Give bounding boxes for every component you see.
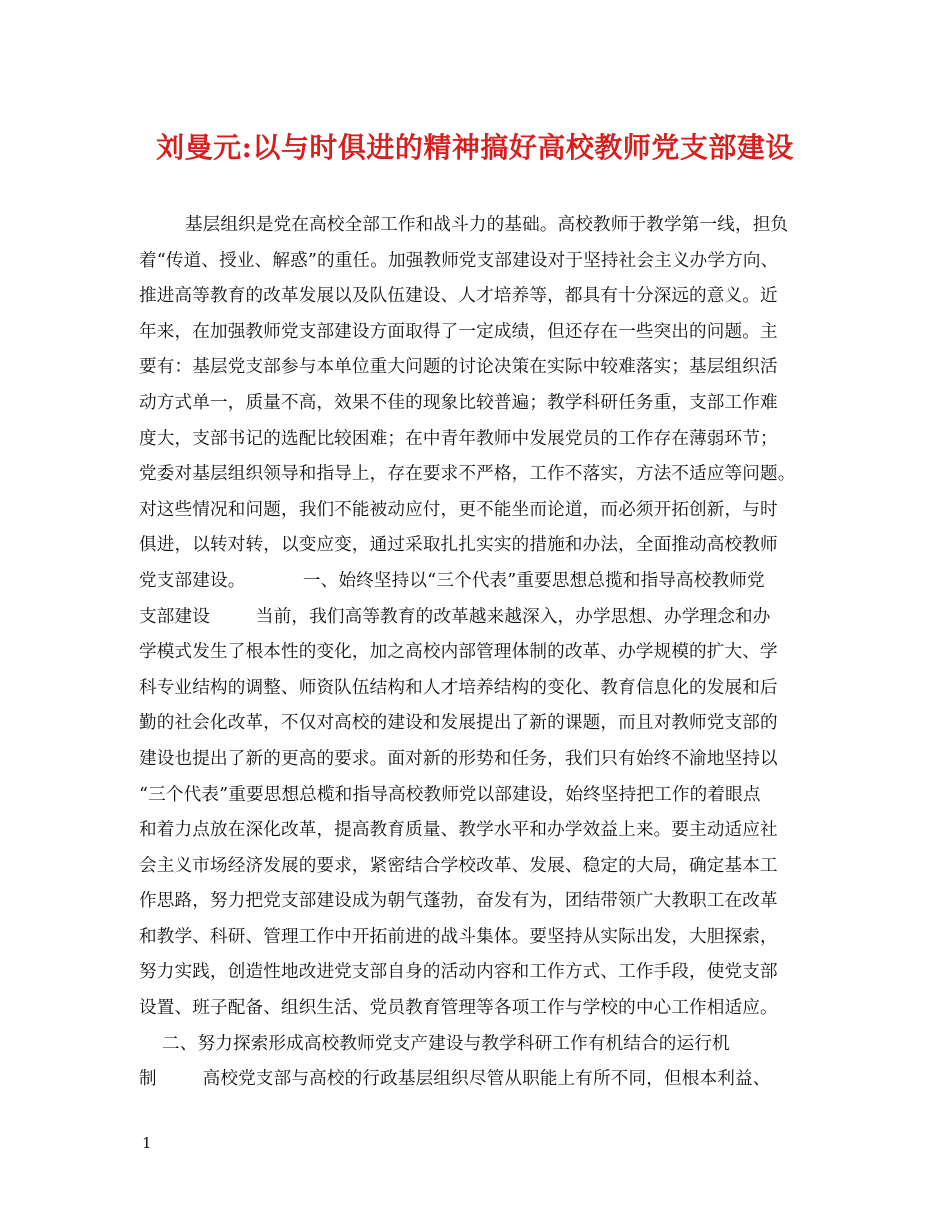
body-line: 科专业结构的调整、师资队伍结构和人才培养结构的变化、教育信息化的发展和后 xyxy=(139,677,778,698)
body-line: 年来，在加强教师党支部建设方面取得了一定成绩，但还存在一些突出的问题。主 xyxy=(139,321,778,342)
body-line: 动方式单一，质量不高，效果不佳的现象比较普遍；教学科研任务重，支部工作难 xyxy=(139,392,778,413)
body-line: 和着力点放在深化改革，提高教育质量、教学水平和办学效益上来。要主动适应社 xyxy=(139,820,778,841)
body-line: 建设也提出了新的更高的要求。面对新的形势和任务，我们只有始终不渝地坚持以 xyxy=(139,748,778,769)
body-line: 要有：基层党支部参与本单位重大问题的讨论决策在实际中较难落实；基层组织活 xyxy=(139,357,778,378)
document-body xyxy=(139,208,829,1098)
page-number: 1 xyxy=(142,1134,152,1152)
body-line: 推进高等教育的改革发展以及队伍建设、人才培养等，都具有十分深远的意义。近 xyxy=(139,286,778,307)
body-line: 努力实践，创造性地改进党支部自身的活动内容和工作方式、工作手段，使党支部 xyxy=(139,962,778,983)
body-line: 党委对基层组织领导和指导上，存在要求不严格，工作不落实，方法不适应等问题。 xyxy=(139,464,796,485)
body-line: 勤的社会化改革，不仅对高校的建设和发展提出了新的课题，而且对教师党支部的 xyxy=(139,713,778,734)
body-line: 着“传道、授业、解惑”的重任。加强教师党支部建设对于坚持社会主义办学方向、 xyxy=(139,250,779,271)
body-line: 基层组织是党在高校全部工作和战斗力的基础。高校教师于教学第一线，担负 xyxy=(139,215,789,235)
body-line: 作思路，努力把党支部建设成为朝气蓬勃，奋发有为，团结带领广大教职工在改革 xyxy=(139,891,778,912)
body-line: 学模式发生了根本性的变化，加之高校内部管理体制的改革、办学规模的扩大、学 xyxy=(139,642,778,663)
body-line: 和教学、科研、管理工作中开拓前进的战斗集体。要坚持从实际出发，大胆探索， xyxy=(139,926,778,947)
document-title: 刘曼元:以与时俱进的精神搞好高校教师党支部建设 xyxy=(156,131,794,164)
body-line: 二、努力探索形成高校教师党支产建设与教学科研工作有机结合的运行机 xyxy=(139,1033,730,1054)
body-line: 会主义市场经济发展的要求，紧密结合学校改革、发展、稳定的大局，确定基本工 xyxy=(139,855,778,876)
body-line: 制 高校党支部与高校的行政基层组织尽管从职能上有所不同，但根本利益、 xyxy=(139,1069,771,1090)
body-line: 俱进，以转对转，以变应变，通过采取扎扎实实的措施和办法，全面推动高校教师 xyxy=(139,535,778,556)
body-line: 度大，支部书记的选配比较困难；在中青年教师中发展党员的工作存在薄弱环节； xyxy=(139,428,778,449)
body-line: “三个代表”重要思想总榄和指导高校教师党以部建设，始终坚持把工作的着眼点 xyxy=(139,784,761,805)
body-line: 支部建设 当前，我们高等教育的改革越来越深入，办学思想、办学理念和办 xyxy=(139,606,771,627)
body-line: 党支部建设。 一、始终坚持以“三个代表”重要思想总揽和指导高校教师党 xyxy=(139,570,765,591)
body-line: 对这些情况和问题，我们不能被动应付，更不能坐而论道，而必须开拓创新，与时 xyxy=(139,499,778,520)
body-line: 设置、班子配备、组织生活、党员教育管理等各项工作与学校的中心工作相适应。 xyxy=(139,998,778,1019)
